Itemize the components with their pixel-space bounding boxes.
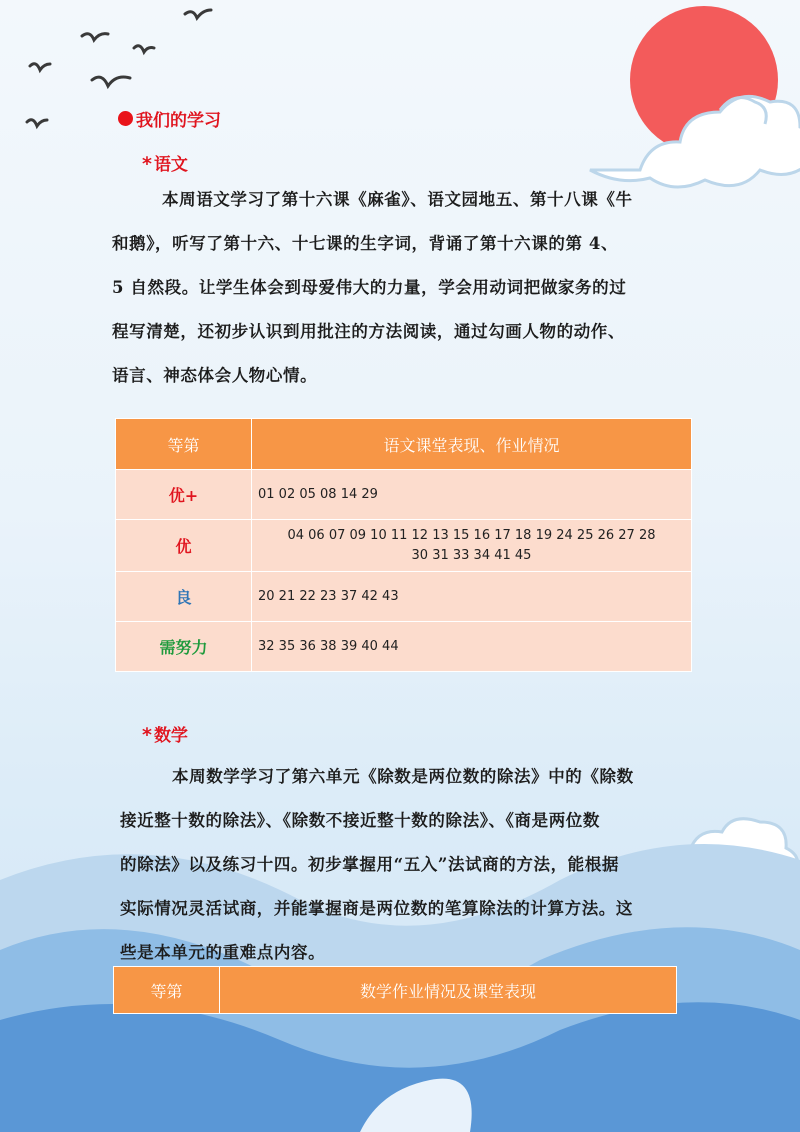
table-header-row [116,419,692,470]
table-row [116,622,692,672]
numbers-cell [252,520,692,572]
paragraph-line: 程写清楚，还初步认识到用批注的方法阅读，通过勾画人物的动作、 [112,322,625,341]
paragraph-line: 语言、神态体会人物心情。 [112,366,318,385]
grade-cell: 需努力 [116,622,252,672]
math-grade-table [113,966,677,1014]
star-icon: * [142,153,152,175]
paragraph-line: 5 自然段。让学生体会到母爱伟大的力量，学会用动词把做家务的过 [112,278,627,297]
table-header-grade: 等第 [116,419,252,470]
section-title [118,106,221,131]
table-header-detail: 数学作业情况及课堂表现 [220,967,677,1014]
paragraph-line: 些是本单元的重难点内容。 [120,943,326,962]
table-row [116,470,692,520]
chinese-grade-table [115,418,692,672]
numbers-cell: 32 35 36 38 39 40 44 [252,622,692,672]
grade-cell: 良 [116,572,252,622]
numbers-cell: 20 21 22 23 37 42 43 [252,572,692,622]
paragraph-line: 本周语文学习了第十六课《麻雀》、语文园地五、第十八课《牛 [162,190,633,209]
grade-cell: 优+ [116,470,252,520]
paragraph-line: 的除法》以及练习十四。初步掌握用“五入”法试商的方法，能根据 [120,855,619,874]
numbers-cell: 01 02 05 08 14 29 [252,470,692,520]
red-dot-icon [118,111,133,126]
paragraph-line: 实际情况灵活试商，并能掌握商是两位数的笔算除法的计算方法。这 [120,899,633,918]
paragraph-line: 和鹅》，听写了第十六、十七课的生字词，背诵了第十六课的第 4、 [112,234,619,253]
star-icon: * [142,724,152,746]
table-header-row [114,967,677,1014]
table-header-detail: 语文课堂表现、作业情况 [252,419,692,470]
table-row [116,572,692,622]
paragraph-line: 接近整十数的除法》、《除数不接近整十数的除法》、《商是两位数 [120,811,600,830]
paragraph-line: 本周数学学习了第六单元《除数是两位数的除法》中的《除数 [172,767,634,786]
table-row [116,520,692,572]
math-paragraph [120,755,634,975]
math-heading-text: 数学 [153,726,188,746]
numbers-line: 30 31 33 34 41 45 [411,547,532,563]
section-title-text: 我们的学习 [136,111,221,131]
table-header-grade: 等第 [114,967,220,1014]
numbers-line: 04 06 07 09 10 11 12 13 15 16 17 18 19 24 25 26 27 28 [287,527,656,543]
chinese-paragraph [112,178,633,398]
chinese-heading [142,150,188,175]
grade-cell: 优 [116,520,252,572]
chinese-heading-text: 语文 [153,155,188,175]
math-heading [142,721,188,746]
